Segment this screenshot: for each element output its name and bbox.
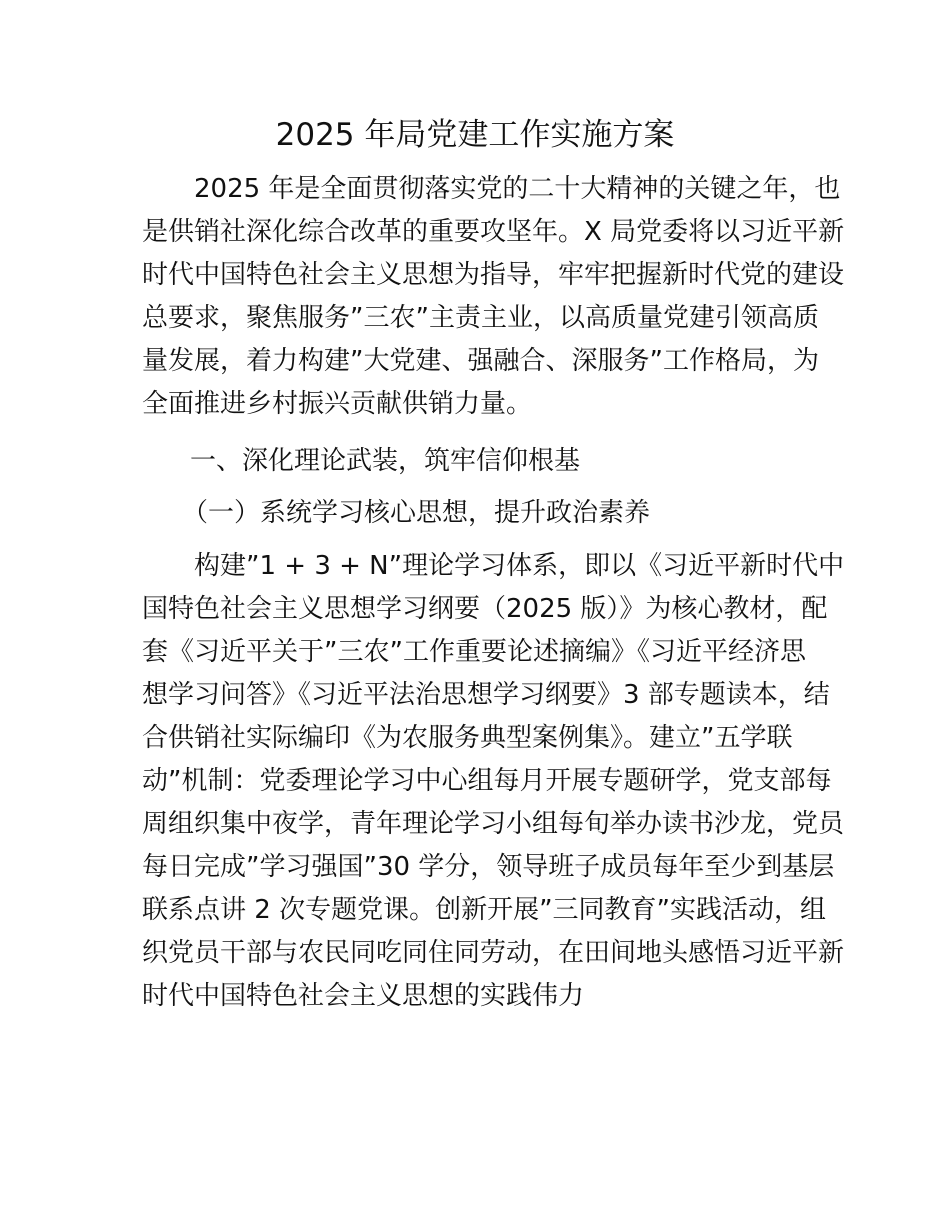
paragraph-line: 量发展，着力构建”大党建、强融合、深服务”工作格局，为 — [142, 346, 819, 376]
subsection-heading-text: （一）系统学习核心思想，提升政治素养 — [182, 498, 651, 528]
paragraph-line: 想学习问答》《习近平法治思想学习纲要》3 部专题读本，结 — [142, 680, 830, 710]
paragraph-line: 是供销社深化综合改革的重要攻坚年。X 局党委将以习近平新 — [142, 217, 845, 247]
paragraph-line: 合供销社实际编印《为农服务典型案例集》。建立”五学联 — [142, 723, 793, 753]
body-paragraph — [142, 545, 845, 1018]
paragraph-line: 时代中国特色社会主义思想为指导，牢牢把握新时代党的建设 — [142, 260, 845, 290]
intro-paragraph — [142, 168, 845, 426]
document-title: 2025 年局党建工作实施方案 — [275, 117, 675, 153]
paragraph-line: 动”机制：党委理论学习中心组每月开展专题研学，党支部每 — [142, 766, 832, 796]
paragraph-line: 全面推进乡村振兴贡献供销力量。 — [142, 389, 533, 419]
section-heading — [142, 440, 814, 483]
paragraph-line: 套《习近平关于”三农”工作重要论述摘编》《习近平经济思 — [142, 637, 806, 667]
paragraph-line: 联系点讲 2 次专题党课。创新开展”三同教育”实践活动，组 — [142, 895, 827, 925]
paragraph-line: 织党员干部与农民同吃同住同劳动，在田间地头感悟习近平新 — [142, 938, 845, 968]
paragraph-line: 总要求，聚焦服务”三农”主责主业，以高质量党建引领高质 — [142, 303, 819, 333]
paragraph-line: 周组织集中夜学，青年理论学习小组每旬举办读书沙龙，党员 — [142, 809, 845, 839]
section-heading-text: 一、深化理论武装，筑牢信仰根基 — [190, 446, 581, 476]
subsection-heading — [142, 492, 814, 535]
paragraph-line: 国特色社会主义思想学习纲要（2025 版）》为核心教材，配 — [142, 594, 828, 624]
paragraph-line: 每日完成”学习强国”30 学分，领导班子成员每年至少到基层 — [142, 852, 835, 882]
paragraph-line: 时代中国特色社会主义思想的实践伟力 — [142, 981, 585, 1011]
paragraph-line: 构建”1 + 3 + N”理论学习体系，即以《习近平新时代中 — [194, 551, 845, 581]
paragraph-line: 2025 年是全面贯彻落实党的二十大精神的关键之年，也 — [194, 174, 841, 204]
